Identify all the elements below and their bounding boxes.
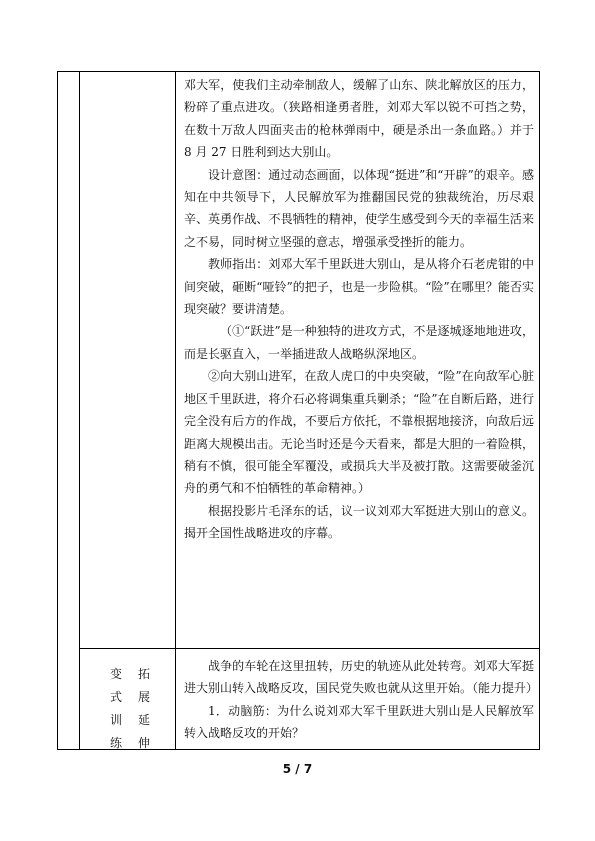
paragraph: 1．动脑筋：为什么说刘邓大军千里跃进大别山是人民解放军转入战略反攻的开始？ (184, 703, 534, 741)
section2-content (184, 655, 539, 745)
paragraph: 邓大军，使我们主动牵制敌人，缓解了山东、陕北解放区的压力，粉碎了重点进攻。（狭路相逢勇者胜，刘邓大军以锐不可挡之势，在数十万敌人四面夹击的枪林弹雨中，硬是杀出一条血路。）并于 8 月 27 日胜利到达大别山。 (184, 78, 534, 160)
label-char: 训 (109, 713, 122, 727)
paragraph: 教师指出：刘邓大军千里跃进大别山，是从将介石老虎钳的中间突破，砸断“哑铃”的把子，也是一步险棋。“险”在哪里？能否实现突破？要讲清楚。 (184, 257, 534, 317)
paragraph: 战争的车轮在这里扭转，历史的轨迹从此处转弯。刘邓大军挺进大别山转入战略反攻，国民党失败也就从这里开始。（能力提升） (184, 659, 539, 696)
paragraph: 根据投影片毛泽东的话，议一议刘邓大军挺进大别山的意义。揭开全国性战略进攻的序幕。 (184, 503, 534, 541)
paragraph: 设计意图：通过动态画面，以体现“挺进”和“开辟”的艰辛。感知在中共领导下，人民解放军为推翻国民党的独裁统治，历尽艰辛、英勇作战、不畏牺牲的精神，使学生感受到今天的幸福生活来之不易，同时树立坚强的意志，增强承受挫折的能力。 (184, 167, 534, 249)
label-char: 式 (109, 690, 122, 704)
label-char: 伸 (138, 736, 151, 750)
section-label (96, 663, 164, 755)
page-number: 5 / 7 (282, 762, 313, 776)
table-border-left (57, 71, 58, 750)
label-char: 变 (109, 667, 122, 681)
label-char: 延 (138, 713, 151, 727)
label-char: 练 (109, 736, 122, 750)
main-content-cell (184, 74, 534, 545)
table-row-divider (79, 648, 540, 649)
paragraph: （①“跃进”是一种独特的进攻方式，不是逐城逐地地进攻，而是长驱直入，一举插进敌人战略纵深地区。 (184, 324, 534, 361)
table-border-top (57, 71, 540, 72)
paragraph: ②向大别山进军，在敌人虎口的中央突破，“险”在向敌军心脏地区千里跃进，将介石必将调集重兵剿杀；“险”在自断后路，进行完全没有后方的作战，不要后方依托，不靠根据地接济，向敌后远距离大规模出击。无论当时还是今天看来，都是大胆的一着险棋，稍有不慎，很可能全军覆没，或损兵大半及被打散。这需要破釜沉舟的勇气和不怕牺牲的革命精神。） (184, 369, 534, 496)
label-char: 展 (138, 690, 151, 704)
label-char: 拓 (138, 667, 151, 681)
